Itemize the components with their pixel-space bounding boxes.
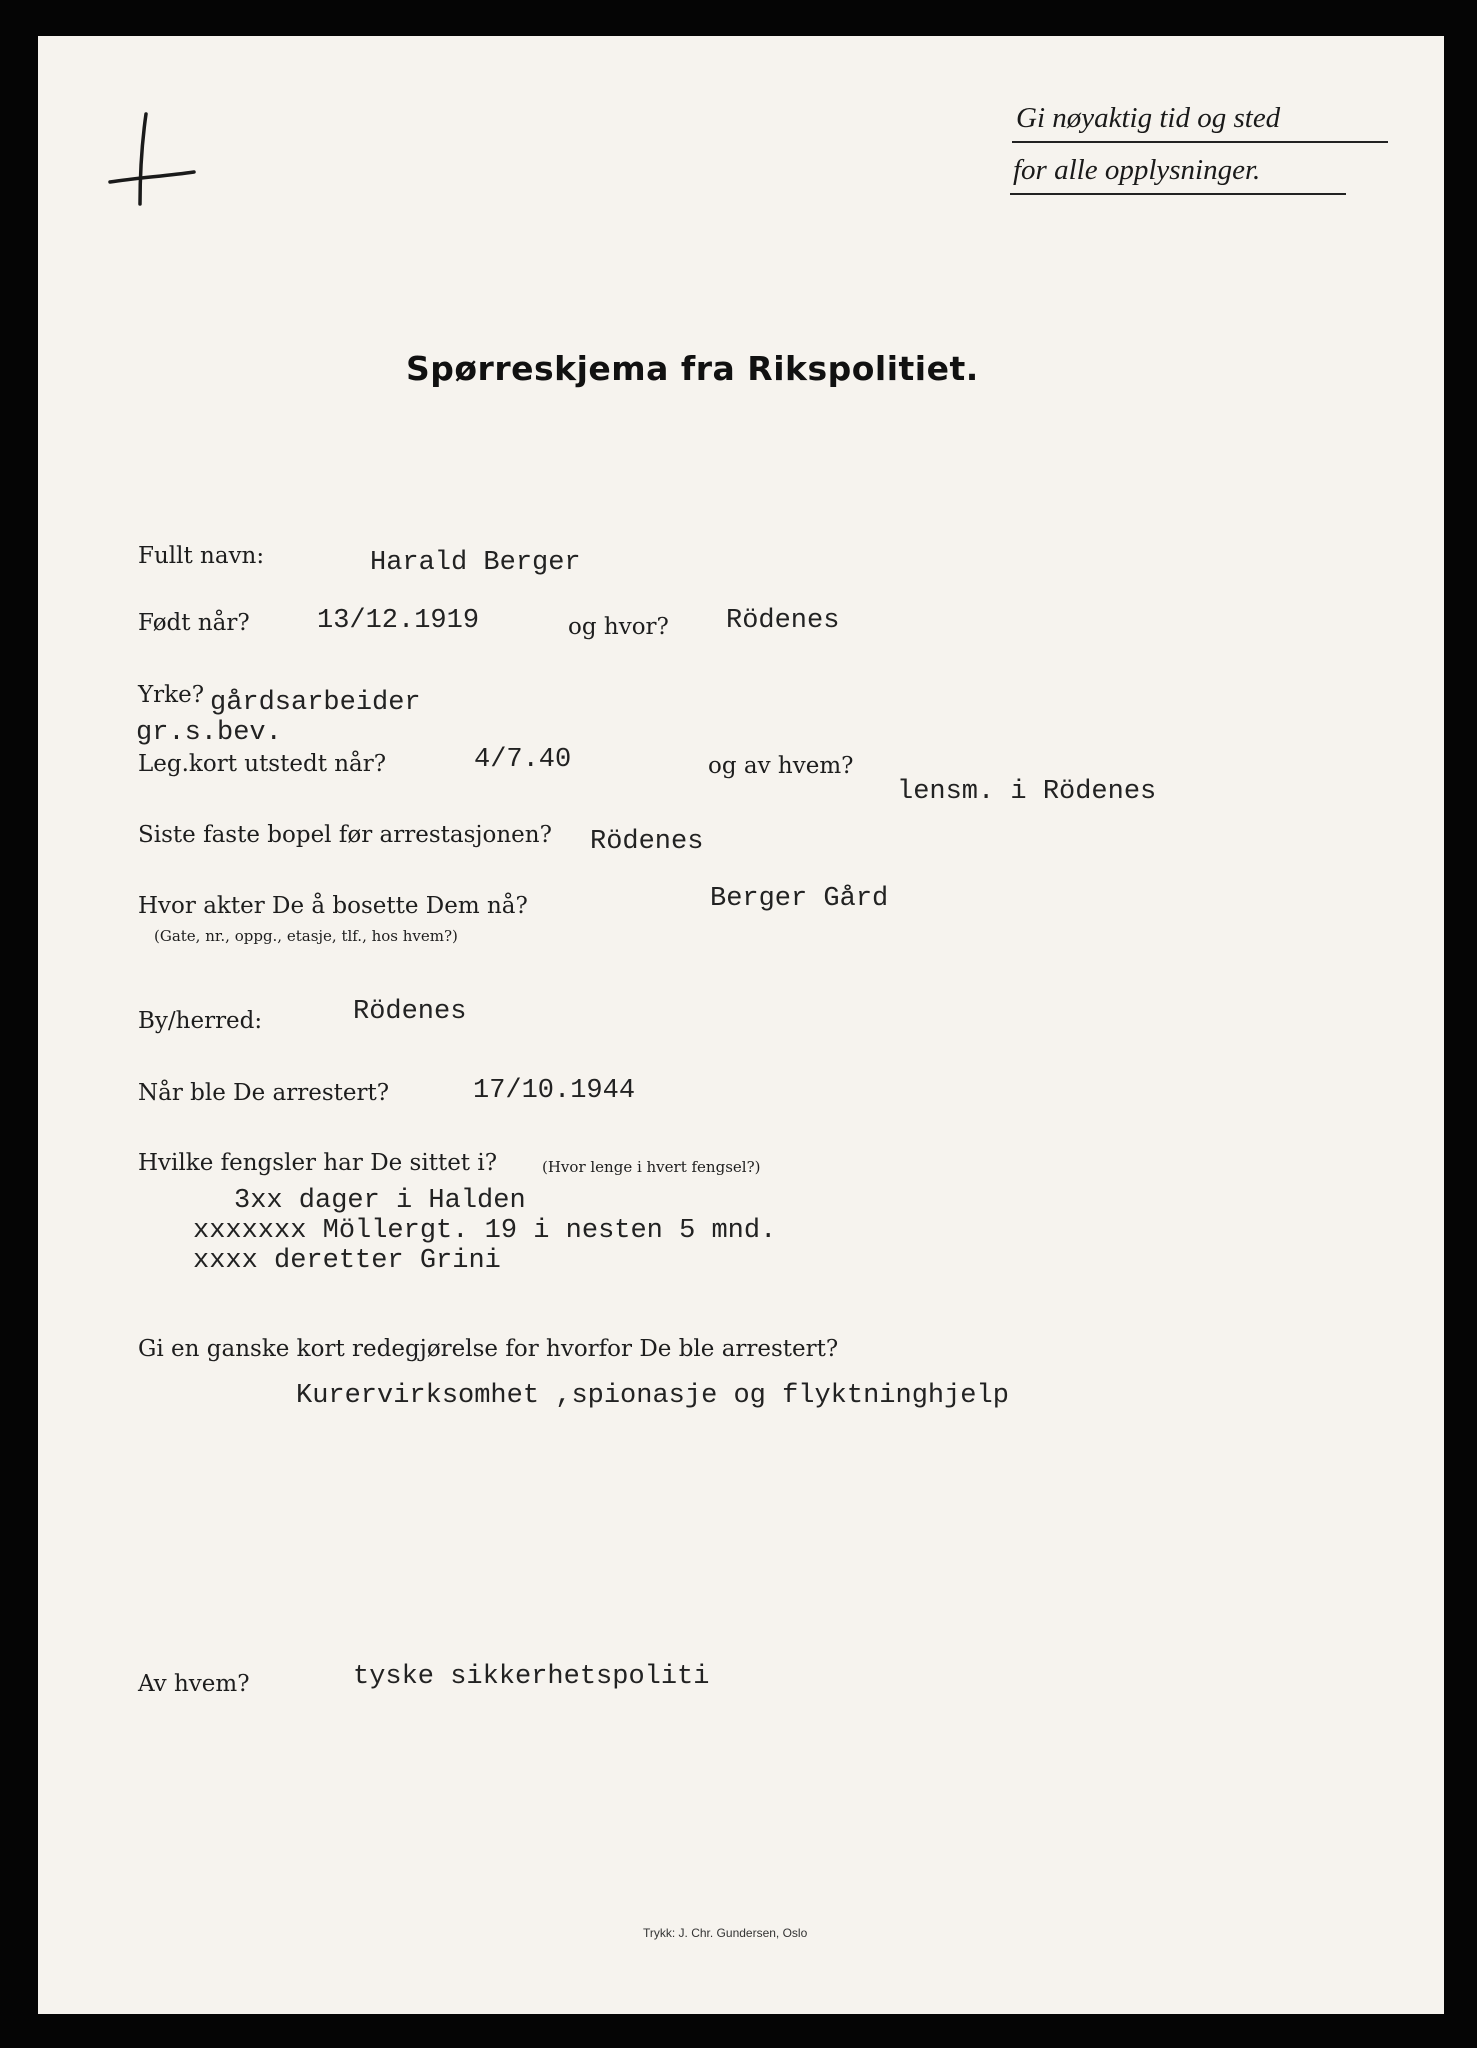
label-by-herred: By/herred: — [138, 1008, 263, 1034]
notice-line-2: for alle opplysninger. — [1013, 154, 1261, 186]
notice-underline-2 — [1010, 193, 1346, 195]
handwritten-cross-mark — [96, 102, 206, 212]
label-redegjorelse: Gi en ganske kort redegjørelse for hvorfor De ble arrestert? — [138, 1336, 839, 1362]
document-page — [38, 36, 1444, 2014]
label-fengsler-hint: (Hvor lenge i hvert fengsel?) — [542, 1158, 761, 1176]
value-legkort-dato: 4/7.40 — [474, 745, 572, 775]
value-bopel: Rödenes — [590, 827, 704, 857]
value-fodested: Rödenes — [726, 606, 840, 636]
value-yrke: gårdsarbeider — [210, 688, 421, 718]
label-yrke: Yrke? — [138, 682, 205, 708]
value-fodt: 13/12.1919 — [317, 606, 480, 636]
label-fengsler: Hvilke fengsler har De sittet i? — [138, 1150, 498, 1176]
notice-line-1: Gi nøyaktig tid og sted — [1016, 102, 1281, 134]
notice-underline-1 — [1012, 141, 1388, 143]
value-fengsel-1: 3xx dager i Halden — [234, 1186, 526, 1216]
form-title: Spørreskjema fra Rikspolitiet. — [406, 349, 979, 388]
printer-imprint: Trykk: J. Chr. Gundersen, Oslo — [643, 1926, 808, 1940]
value-av-hvem: tyske sikkerhetspoliti — [353, 1662, 710, 1692]
label-av-hvem: Av hvem? — [138, 1671, 250, 1697]
value-by-herred: Rödenes — [353, 997, 467, 1027]
value-fengsel-2: xxxxxxx Möllergt. 19 i nesten 5 mnd. — [193, 1216, 777, 1246]
label-arrestert-nar: Når ble De arrestert? — [138, 1080, 390, 1106]
value-fengsel-3: xxxx deretter Grini — [193, 1246, 501, 1276]
value-yrke-2: gr.s.bev. — [136, 718, 282, 748]
label-legkort: Leg.kort utstedt når? — [138, 751, 387, 777]
label-bosette-hint: (Gate, nr., oppg., etasje, tlf., hos hvem?) — [154, 927, 458, 945]
label-siste-bopel: Siste faste bopel før arrestasjonen? — [138, 822, 552, 848]
value-navn: Harald Berger — [370, 548, 581, 578]
label-fullt-navn: Fullt navn: — [138, 543, 265, 569]
label-fodt-nar: Født når? — [138, 610, 250, 636]
label-og-av-hvem: og av hvem? — [708, 753, 854, 779]
value-bosette: Berger Gård — [710, 884, 889, 914]
label-og-hvor: og hvor? — [568, 614, 669, 640]
value-arrestert: 17/10.1944 — [473, 1076, 636, 1106]
label-bosette: Hvor akter De å bosette Dem nå? — [138, 893, 528, 919]
value-grunn: Kurervirksomhet ,spionasje og flyktninghjelp — [296, 1381, 1009, 1411]
value-legkort-av: lensm. i Rödenes — [897, 777, 1157, 807]
